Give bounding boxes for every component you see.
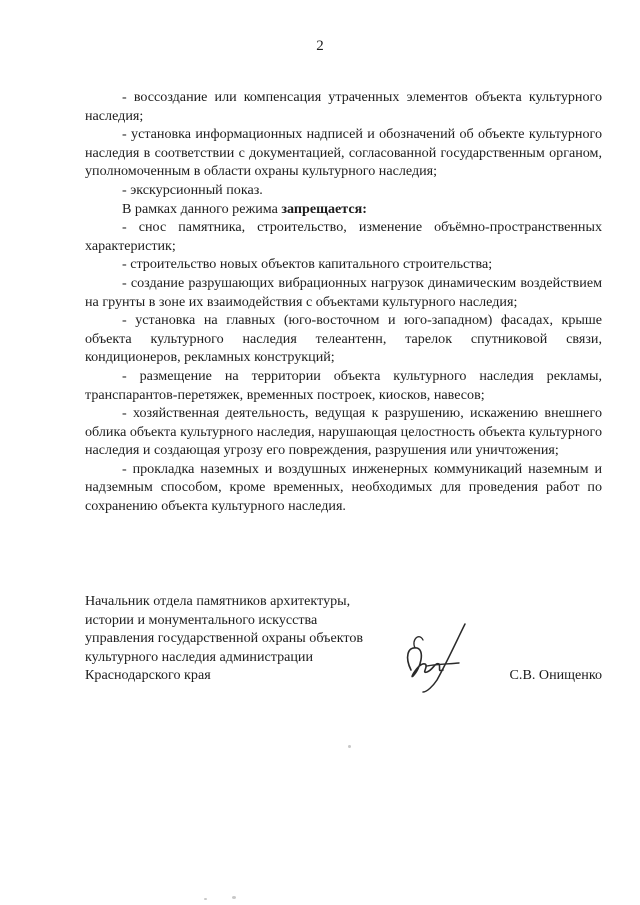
paragraph-excursion: - экскурсионный показ. [122, 181, 263, 198]
scan-speck [232, 896, 236, 899]
regime-intro-lead: В рамках данного режима [122, 200, 282, 217]
paragraph-new-construction: - строительство новых объектов капитального строительства; [122, 256, 493, 273]
signatory-title-line: истории и монументального искусства [85, 611, 318, 628]
regime-intro [85, 200, 602, 219]
document-body [85, 88, 602, 516]
signatory-title-line: управления государственной охраны объектов [85, 630, 364, 647]
scan-speck [348, 745, 351, 748]
regime-intro-emphasis: запрещается: [281, 200, 367, 217]
paragraph-economic-activity: - хозяйственная деятельность, ведущая к разрушению, искажению внешнего облика объекта культурного наследия, нарушающая целостность объекта культурного наследия и создающая угрозу его повреждения, разрушения или уничтожения; [85, 405, 602, 459]
paragraph-signage: - установка информационных надписей и обозначений об объекте культурного наследия в соответствии с документацией, согласованной государственным органом, уполномоченным в области охраны культурного наследия; [85, 126, 602, 180]
handwritten-signature [397, 618, 477, 694]
paragraph-advertising: - размещение на территории объекта культурного наследия рекламы, транспарантов-перетяжек, временных построек, киосков, навесов; [85, 367, 602, 403]
signatory-title-line: Начальник отдела памятников архитектуры, [85, 593, 351, 609]
paragraph-vibration-loads: - создание разрушающих вибрационных нагрузок динамическим воздействием на грунты в зоне их взаимодействия с объектами культурного наследия; [85, 274, 602, 310]
signatory-title-line: культурного наследия администрации [85, 648, 314, 665]
paragraph-antennas: - установка на главных (юго-восточном и юго-западном) фасадах, крыше объекта культурного наследия телеантенн, тарелок спутниковой связи, кондиционеров, рекламных конструкций; [85, 312, 602, 366]
paragraph-utilities: - прокладка наземных и воздушных инженерных коммуникаций наземным и надземным способом, кроме временных, необходимых для проведения работ по сохранению объекта культурного наследия. [85, 460, 602, 515]
signatory-name: С.В. Онищенко [509, 667, 602, 683]
scan-speck [204, 898, 207, 900]
paragraph-demolition: - снос памятника, строительство, изменение объёмно-пространственных характеристик; [85, 219, 602, 254]
paragraph-restoration: - воссоздание или компенсация утраченных элементов объекта культурного наследия; [85, 89, 602, 124]
page-number: 2 [316, 38, 324, 54]
signatory-title-line: Краснодарского края [85, 667, 211, 684]
signature-block [85, 592, 602, 685]
